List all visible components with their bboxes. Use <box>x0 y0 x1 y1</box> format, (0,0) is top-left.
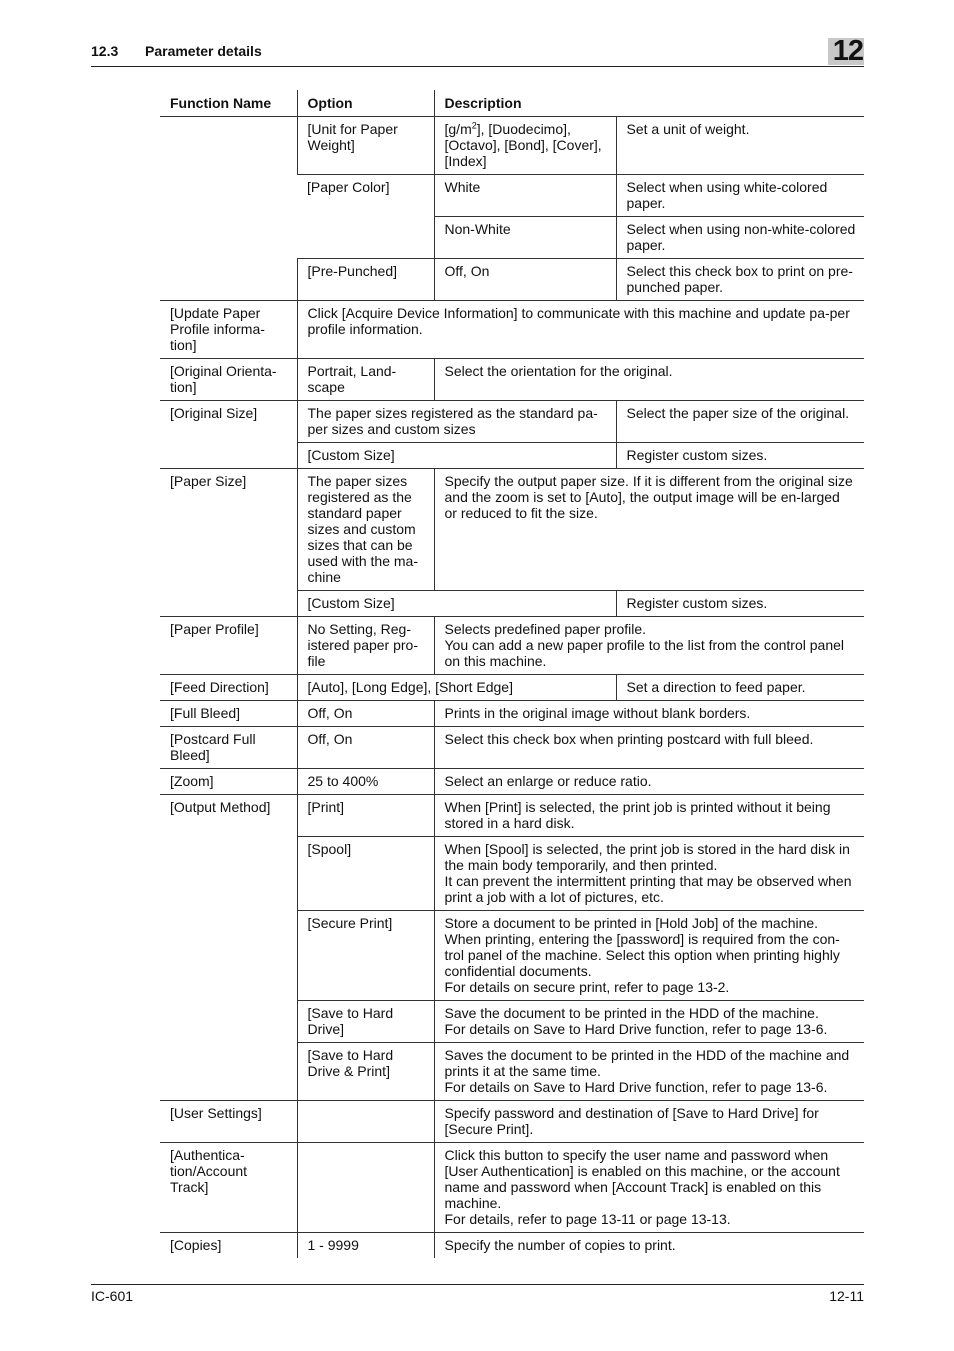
description-cell: Prints in the original image without blank borders. <box>434 701 864 727</box>
option-cell: [Spool] <box>297 837 434 911</box>
description-cell: Specify password and destination of [Save to Hard Drive] for [Secure Print]. <box>434 1101 864 1143</box>
function-cell: [Copies] <box>170 1237 222 1253</box>
description-cell: Register custom sizes. <box>616 591 864 617</box>
table-row <box>160 469 864 591</box>
description-cell: Set a unit of weight. <box>616 117 864 175</box>
description-cell: Select when using non-white-colored paper. <box>616 217 864 259</box>
option-cell: 1 - 9999 <box>297 1233 434 1259</box>
description-cell <box>434 911 864 1001</box>
table-row <box>160 359 864 401</box>
column-header-function-name: Function Name <box>160 90 297 117</box>
table-row <box>160 795 864 837</box>
option-cell: Off, On <box>297 701 434 727</box>
column-header-option: Option <box>297 90 434 117</box>
chapter-badge <box>828 35 864 67</box>
description-cell <box>434 837 864 911</box>
table-row <box>160 701 864 727</box>
description-line: Save the document to be printed in the HDD of the machine. <box>444 1005 819 1021</box>
function-cell: [Full Bleed] <box>160 701 297 727</box>
description-line: For details on Save to Hard Drive function, refer to page 13-6. <box>444 1021 828 1037</box>
description-line: For details on Save to Hard Drive function, refer to page 13-6. <box>444 1079 828 1095</box>
option-cell: The paper sizes registered as the standard pa-per sizes and custom sizes <box>297 401 616 443</box>
superscript: 2 <box>471 120 477 131</box>
table-row <box>160 617 864 675</box>
value-cell: Non-White <box>434 217 616 259</box>
description-cell: Select the orientation for the original. <box>434 359 864 401</box>
table-row <box>160 769 864 795</box>
description-cell <box>434 1143 864 1233</box>
description-cell <box>434 1043 864 1101</box>
function-cell-empty <box>160 117 297 301</box>
function-cell: [Original Size] <box>160 401 297 469</box>
option-cell: [Paper Color] <box>297 175 434 259</box>
description-line: Click this button to specify the user name and password when [User Authentication] is enabled on this machine, or the account name and password when [Account Track] is enabled on this machine. <box>444 1147 840 1211</box>
model-name: IC-601 <box>91 1288 134 1304</box>
function-cell: [User Settings] <box>160 1101 297 1143</box>
value-cell <box>434 117 616 175</box>
description-cell: Select when using white-colored paper. <box>616 175 864 217</box>
option-cell: [Print] <box>297 795 434 837</box>
table-header-row <box>160 90 864 117</box>
description-cell: When [Print] is selected, the print job is printed without it being stored in a hard disk. <box>434 795 864 837</box>
description-cell: Click [Acquire Device Information] to communicate with this machine and update pa-per profile information. <box>297 301 864 359</box>
option-cell-empty <box>297 1143 434 1233</box>
function-cell: [Output Method] <box>160 795 297 1101</box>
function-cell: [Paper Profile] <box>160 617 297 675</box>
description-cell: Specify the number of copies to print. <box>434 1233 864 1259</box>
function-cell: [Original Orienta-tion] <box>160 359 297 401</box>
table-row <box>160 675 864 701</box>
description-cell: Select this check box when printing postcard with full bleed. <box>434 727 864 769</box>
description-cell: Select an enlarge or reduce ratio. <box>434 769 864 795</box>
description-cell: Specify the output paper size. If it is different from the original size and the zoom is set to [Auto], the output image will be en-larged or reduced to fit the size. <box>434 469 864 591</box>
page-header <box>91 35 864 67</box>
section-number: 12.3 <box>91 43 119 59</box>
description-cell: Register custom sizes. <box>616 443 864 469</box>
option-cell: Portrait, Land-scape <box>297 359 434 401</box>
table-row <box>160 1233 864 1259</box>
description-cell: Set a direction to feed paper. <box>616 675 864 701</box>
value-cell: Off, On <box>434 259 616 301</box>
page-number: 12-11 <box>829 1288 864 1304</box>
chapter-number: 12 <box>832 35 863 67</box>
function-cell: [Zoom] <box>160 769 297 795</box>
description-cell <box>434 1001 864 1043</box>
option-cell: 25 to 400% <box>297 769 434 795</box>
option-cell: [Auto], [Long Edge], [Short Edge] <box>297 675 616 701</box>
description-line: When [Spool] is selected, the print job is stored in the hard disk in the main body temporarily, and then printed. <box>444 841 850 873</box>
function-cell: [Feed Direction] <box>160 675 297 701</box>
option-cell: No Setting, Reg-istered paper pro-file <box>297 617 434 675</box>
table-row <box>160 301 864 359</box>
description-line: Saves the document to be printed in the HDD of the machine and prints it at the same time. <box>444 1047 850 1079</box>
option-cell: [Unit for Paper Weight] <box>297 117 434 175</box>
description-line: It can prevent the intermittent printing that may be observed when print a job with a lot of pictures, etc. <box>444 873 852 905</box>
option-cell-empty <box>297 1101 434 1143</box>
option-cell: [Custom Size] <box>297 591 616 617</box>
option-cell: The paper sizes registered as the standard paper sizes and custom sizes that can be used with the ma-chine <box>297 469 434 591</box>
option-cell: [Secure Print] <box>297 911 434 1001</box>
table-row <box>160 1101 864 1143</box>
description-cell: Select this check box to print on pre-punched paper. <box>616 259 864 301</box>
function-cell: [Postcard Full Bleed] <box>160 727 297 769</box>
section-title: Parameter details <box>145 43 262 59</box>
page-footer <box>91 1284 864 1304</box>
option-cell: Off, On <box>297 727 434 769</box>
description-line: Store a document to be printed in [Hold Job] of the machine. When printing, entering the [password] is required from the con-trol panel of the machine. Select this option when printing highly confidential documents. <box>444 915 840 979</box>
description-line: For details, refer to page 13-11 or page 13-13. <box>444 1211 731 1227</box>
value-text: [g/m <box>444 121 472 137</box>
function-cell: [Paper Size] <box>160 469 297 617</box>
option-cell: [Save to Hard Drive & Print] <box>297 1043 434 1101</box>
description-line: You can add a new paper profile to the list from the control panel on this machine. <box>444 637 845 669</box>
value-cell: White <box>434 175 616 217</box>
function-cell: [Authentica-tion/Account Track] <box>160 1143 297 1233</box>
table-row <box>160 1143 864 1233</box>
description-line: Selects predefined paper profile. <box>444 621 647 637</box>
option-cell: [Custom Size] <box>297 443 616 469</box>
table-row <box>160 727 864 769</box>
option-cell: [Save to Hard Drive] <box>297 1001 434 1043</box>
option-cell: [Pre-Punched] <box>297 259 434 301</box>
description-line: For details on secure print, refer to page 13-2. <box>444 979 730 995</box>
description-cell: Select the paper size of the original. <box>616 401 864 443</box>
table-row <box>160 401 864 443</box>
value-text: ], [Duodecimo], [Octavo], [Bond], [Cover], [Index] <box>444 121 602 169</box>
description-cell <box>434 617 864 675</box>
column-header-description: Description <box>434 90 864 117</box>
function-cell: [Update Paper Profile informa-tion] <box>160 301 297 359</box>
table-row <box>160 117 864 175</box>
parameter-table <box>160 90 864 1258</box>
